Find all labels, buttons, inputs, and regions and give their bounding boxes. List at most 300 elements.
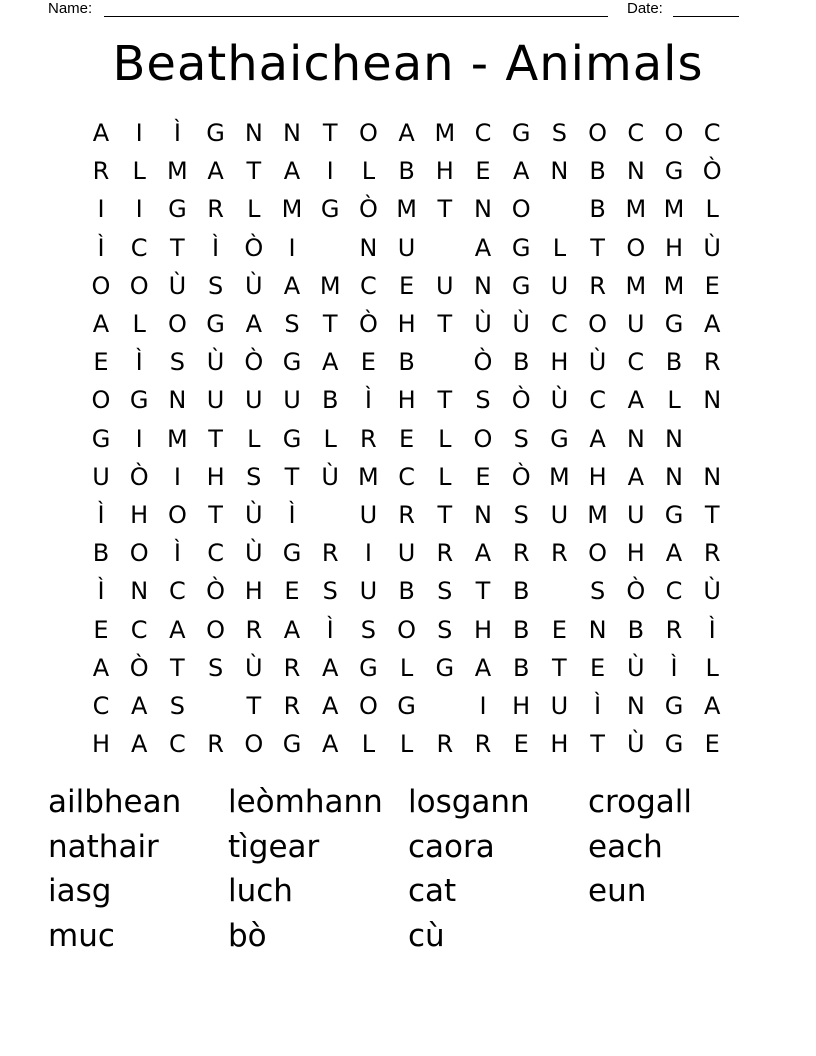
grid-cell[interactable]: U [397, 233, 416, 262]
grid-cell[interactable]: Ù [245, 539, 263, 568]
grid-cell[interactable]: U [627, 310, 645, 338]
grid-cell[interactable]: Ù [703, 577, 721, 606]
grid-cell[interactable]: Ì [212, 233, 220, 262]
grid-cell[interactable]: A [130, 692, 148, 720]
grid-cell[interactable]: S [169, 348, 185, 377]
grid-cell[interactable]: C [169, 577, 186, 606]
grid-cell[interactable]: Ì [288, 501, 296, 529]
grid-cell[interactable]: O [129, 539, 149, 568]
grid-cell[interactable]: Ù [206, 348, 225, 377]
grid-cell[interactable]: O [91, 386, 111, 415]
grid-cell[interactable]: T [170, 653, 185, 682]
grid-cell[interactable]: I [97, 195, 105, 224]
grid-cell[interactable]: G [359, 653, 378, 682]
grid-cell[interactable]: R [207, 195, 224, 224]
grid-cell[interactable]: Ù [550, 386, 569, 415]
grid-cell[interactable]: G [168, 195, 187, 224]
grid-cell[interactable]: A [283, 615, 301, 644]
grid-cell[interactable]: E [475, 157, 491, 186]
grid-cell[interactable]: L [361, 730, 376, 759]
grid-cell[interactable]: U [627, 501, 645, 529]
grid-cell[interactable]: N [665, 424, 683, 453]
grid-cell[interactable]: R [512, 539, 530, 568]
grid-cell[interactable]: O [206, 615, 226, 644]
grid-cell[interactable]: U [359, 577, 378, 606]
grid-cell[interactable]: Ù [703, 233, 721, 262]
grid-cell[interactable]: G [664, 310, 684, 338]
grid-cell[interactable]: E [475, 462, 491, 491]
grid-cell[interactable]: Ì [135, 348, 143, 377]
grid-cell[interactable]: O [91, 271, 111, 300]
grid-cell[interactable]: U [206, 386, 225, 415]
grid-cell[interactable]: N [359, 233, 378, 262]
grid-cell[interactable]: C [474, 119, 492, 147]
grid-cell[interactable]: R [321, 539, 339, 568]
grid-cell[interactable]: E [513, 730, 529, 759]
grid-cell[interactable]: U [550, 271, 569, 300]
grid-cell[interactable]: A [321, 730, 339, 759]
grid-cell[interactable]: Ò [511, 386, 531, 415]
grid-cell[interactable]: T [170, 233, 185, 262]
grid-cell[interactable]: H [206, 462, 225, 491]
grid-cell[interactable]: A [665, 539, 683, 568]
grid-cell[interactable] [197, 687, 235, 725]
grid-cell[interactable]: T [437, 501, 453, 529]
grid-cell[interactable]: M [358, 462, 379, 491]
grid-cell[interactable]: S [207, 271, 224, 300]
grid-cell[interactable]: T [246, 692, 262, 720]
grid-cell[interactable]: Ì [708, 615, 716, 644]
grid-cell[interactable]: G [664, 730, 684, 759]
grid-cell[interactable]: R [207, 730, 224, 759]
grid-cell[interactable]: G [397, 692, 416, 720]
grid-cell[interactable]: S [513, 424, 529, 453]
grid-cell[interactable]: Ì [173, 539, 181, 568]
grid-cell[interactable]: O [588, 539, 608, 568]
grid-cell[interactable]: R [360, 424, 377, 453]
word-list-item: crogall [588, 784, 692, 820]
grid-cell[interactable]: L [438, 462, 452, 491]
grid-cell[interactable]: S [437, 577, 453, 606]
grid-cell[interactable]: R [283, 653, 301, 682]
grid-cell[interactable]: Ò [626, 577, 646, 606]
grid-cell[interactable]: A [321, 348, 339, 377]
grid-cell[interactable]: I [288, 233, 296, 262]
grid-cell[interactable]: C [551, 310, 568, 338]
grid-cell[interactable]: T [437, 195, 453, 224]
grid-cell[interactable]: E [551, 615, 567, 644]
grid-cell[interactable]: M [281, 195, 303, 224]
grid-cell[interactable]: C [169, 730, 186, 759]
grid-cell[interactable]: U [283, 386, 301, 415]
grid-cell[interactable]: Ì [97, 501, 105, 529]
grid-cell[interactable]: B [627, 615, 645, 644]
grid-cell[interactable]: H [512, 692, 531, 720]
grid-cell[interactable]: H [473, 615, 493, 644]
grid-cell[interactable]: G [91, 424, 111, 453]
grid-cell[interactable]: L [323, 424, 337, 453]
grid-cell[interactable]: E [399, 271, 415, 300]
grid-cell[interactable]: T [284, 462, 300, 491]
grid-cell[interactable]: R [703, 348, 721, 377]
grid-cell[interactable]: C [627, 348, 645, 377]
grid-cell[interactable]: T [590, 730, 605, 759]
grid-cell[interactable]: E [704, 271, 720, 300]
grid-cell[interactable]: B [398, 348, 415, 377]
grid-cell[interactable]: B [512, 615, 530, 644]
grid-cell[interactable]: H [244, 577, 263, 606]
grid-cell[interactable]: O [167, 501, 187, 529]
grid-cell[interactable]: M [396, 195, 417, 224]
grid-cell[interactable]: A [703, 692, 721, 720]
grid-cell[interactable]: S [589, 577, 606, 606]
grid-cell[interactable]: B [321, 386, 339, 415]
grid-cell[interactable]: Ò [129, 653, 149, 682]
grid-cell[interactable]: G [664, 501, 684, 529]
grid-cell[interactable]: E [284, 577, 300, 606]
grid-cell[interactable]: L [552, 233, 567, 262]
grid-cell[interactable]: U [245, 386, 263, 415]
grid-cell[interactable]: N [244, 119, 263, 147]
grid-cell[interactable]: H [550, 730, 569, 759]
grid-cell[interactable]: A [92, 653, 110, 682]
grid-cell[interactable]: O [664, 119, 684, 147]
grid-cell[interactable]: R [398, 501, 415, 529]
grid-cell[interactable]: G [206, 310, 225, 338]
grid-cell[interactable]: H [397, 386, 416, 415]
grid-cell[interactable]: H [588, 462, 607, 491]
word-list [48, 780, 768, 980]
grid-cell[interactable]: R [92, 157, 110, 186]
grid-cell[interactable]: H [397, 310, 416, 338]
grid-cell[interactable]: B [589, 157, 606, 186]
grid-cell[interactable]: O [588, 119, 608, 147]
grid-row [82, 114, 732, 152]
grid-cell[interactable]: Ì [364, 386, 372, 415]
grid-cell[interactable]: C [207, 539, 224, 568]
grid-cell[interactable]: A [627, 386, 644, 415]
grid-cell[interactable]: A [130, 730, 148, 759]
grid-cell[interactable]: M [434, 119, 456, 147]
grid-cell[interactable]: A [627, 462, 644, 491]
grid-cell[interactable]: E [590, 653, 606, 682]
grid-cell[interactable]: C [130, 615, 148, 644]
grid-cell[interactable]: R [474, 730, 492, 759]
grid-cell[interactable]: H [435, 157, 454, 186]
grid-cell[interactable]: A [92, 119, 110, 147]
grid-cell[interactable]: S [360, 615, 376, 644]
grid-cell[interactable]: N [474, 271, 492, 300]
grid-cell[interactable]: S [551, 119, 567, 147]
grid-cell[interactable]: T [590, 233, 605, 262]
grid-cell[interactable]: N [703, 462, 722, 491]
grid-cell[interactable]: E [93, 348, 109, 377]
grid-cell[interactable]: U [397, 539, 416, 568]
grid-cell[interactable]: H [550, 348, 569, 377]
grid-cell[interactable]: N [283, 119, 301, 147]
grid-cell[interactable]: A [321, 692, 339, 720]
grid-cell[interactable]: M [587, 501, 608, 529]
grid-cell[interactable]: Ù [245, 653, 263, 682]
grid-cell[interactable]: S [475, 386, 491, 415]
grid-cell[interactable]: U [550, 692, 569, 720]
grid-cell[interactable]: G [511, 233, 531, 262]
grid-cell[interactable]: M [167, 424, 188, 453]
grid-cell[interactable]: M [167, 157, 188, 186]
grid-cell[interactable]: A [283, 271, 301, 300]
grid-cell[interactable]: Ù [588, 348, 607, 377]
grid-cell[interactable]: G [664, 692, 684, 720]
grid-cell[interactable]: E [360, 348, 376, 377]
grid-cell[interactable]: G [550, 424, 569, 453]
grid-cell[interactable]: G [320, 195, 340, 224]
grid-cell[interactable]: N [626, 424, 645, 453]
grid-cell[interactable]: B [398, 577, 415, 606]
grid-cell[interactable]: G [129, 386, 149, 415]
grid-cell[interactable]: O [244, 730, 264, 759]
grid-cell[interactable]: Ò [358, 310, 378, 338]
grid-cell[interactable]: T [322, 119, 338, 147]
grid-cell[interactable]: A [321, 653, 339, 682]
grid-cell[interactable]: A [474, 653, 492, 682]
grid-cell[interactable]: Ò [129, 462, 149, 491]
grid-cell[interactable]: Ù [245, 501, 263, 529]
grid-cell[interactable]: N [130, 577, 149, 606]
grid-cell[interactable]: L [399, 653, 414, 682]
grid-cell[interactable]: M [625, 195, 647, 224]
grid-cell[interactable]: E [704, 730, 720, 759]
grid-cell[interactable]: Ò [473, 348, 493, 377]
grid-cell[interactable]: U [92, 462, 110, 491]
grid-cell[interactable]: A [398, 119, 415, 147]
grid-cell[interactable]: Ò [206, 577, 226, 606]
grid-cell[interactable]: L [705, 195, 719, 224]
grid-cell[interactable]: G [664, 157, 684, 186]
grid-cell[interactable]: U [436, 271, 454, 300]
grid-cell[interactable] [540, 190, 578, 228]
grid-cell[interactable]: A [703, 310, 721, 338]
grid-cell[interactable]: M [319, 271, 341, 300]
grid-cell[interactable]: T [208, 501, 223, 529]
grid-cell[interactable] [693, 420, 731, 458]
grid-cell[interactable]: E [93, 615, 109, 644]
grid-cell[interactable]: H [91, 730, 111, 759]
grid-cell[interactable]: Ò [702, 157, 722, 186]
grid-cell[interactable]: A [589, 424, 606, 453]
grid-cell[interactable]: T [322, 310, 338, 338]
grid-cell[interactable]: Ù [245, 271, 263, 300]
grid-cell[interactable]: M [625, 271, 647, 300]
grid-cell[interactable] [426, 343, 464, 381]
grid-cell[interactable]: Ò [244, 233, 264, 262]
grid-row [82, 381, 732, 419]
grid-cell[interactable]: N [626, 692, 645, 720]
grid-cell[interactable]: U [550, 501, 569, 529]
grid-row [82, 343, 732, 381]
grid-cell[interactable]: O [511, 195, 531, 224]
grid-cell[interactable]: S [169, 692, 185, 720]
grid-cell[interactable]: Ù [627, 730, 645, 759]
grid-cell[interactable]: I [326, 157, 334, 186]
grid-cell[interactable]: R [283, 692, 301, 720]
grid-cell[interactable]: Ì [326, 615, 334, 644]
grid-cell[interactable]: B [512, 653, 530, 682]
grid-cell[interactable]: O [626, 233, 646, 262]
grid-cell[interactable]: N [474, 195, 492, 224]
grid-cell[interactable]: N [168, 386, 187, 415]
grid-cell[interactable]: I [135, 195, 143, 224]
grid-cell[interactable]: R [551, 539, 568, 568]
grid-cell[interactable]: M [663, 271, 685, 300]
grid-cell[interactable]: G [282, 539, 302, 568]
grid-cell[interactable]: B [398, 157, 415, 186]
grid-cell[interactable]: R [665, 615, 683, 644]
grid-cell[interactable]: I [173, 462, 181, 491]
grid-cell[interactable] [311, 496, 349, 534]
grid-cell[interactable]: A [474, 233, 492, 262]
grid-cell[interactable]: Ù [168, 271, 187, 300]
grid-cell[interactable]: G [282, 424, 302, 453]
grid-cell[interactable]: O [397, 615, 417, 644]
grid-cell[interactable]: U [359, 501, 378, 529]
grid-cell[interactable]: A [169, 615, 186, 644]
grid-cell[interactable]: H [130, 501, 149, 529]
grid-cell[interactable]: M [549, 462, 570, 491]
grid-cell[interactable]: O [129, 271, 149, 300]
grid-cell[interactable]: G [511, 271, 531, 300]
grid-cell[interactable]: G [282, 348, 302, 377]
date-line[interactable] [673, 16, 739, 17]
grid-cell[interactable]: O [473, 424, 493, 453]
grid-cell[interactable] [540, 572, 578, 610]
grid-cell[interactable]: I [479, 692, 487, 720]
grid-cell[interactable]: L [438, 424, 452, 453]
grid-cell[interactable]: A [207, 157, 224, 186]
grid-cell[interactable]: S [513, 501, 529, 529]
grid-cell[interactable]: O [358, 692, 378, 720]
grid-cell[interactable]: Ì [97, 233, 105, 262]
grid-cell[interactable]: G [435, 653, 455, 682]
grid-cell[interactable]: C [398, 462, 415, 491]
grid-cell[interactable]: M [663, 195, 685, 224]
grid-cell[interactable]: S [437, 615, 453, 644]
grid-cell[interactable]: H [626, 539, 645, 568]
grid-cell[interactable]: H [664, 233, 684, 262]
grid-cell[interactable]: L [705, 653, 719, 682]
grid-cell[interactable]: A [245, 310, 262, 338]
grid-cell[interactable]: L [132, 310, 146, 338]
grid-cell[interactable]: N [550, 157, 569, 186]
grid-cell[interactable]: C [589, 386, 606, 415]
grid-cell[interactable]: N [474, 501, 492, 529]
grid-cell[interactable]: I [135, 424, 143, 453]
grid-cell[interactable]: A [283, 157, 301, 186]
grid-cell[interactable]: T [437, 386, 453, 415]
grid-cell[interactable]: Ì [173, 119, 181, 147]
grid-cell[interactable]: Ì [670, 653, 678, 682]
grid-cell[interactable]: T [475, 577, 491, 606]
grid-cell[interactable]: C [360, 271, 377, 300]
grid-cell[interactable]: L [247, 195, 261, 224]
grid-cell[interactable]: L [132, 157, 146, 186]
grid-cell[interactable]: Ù [474, 310, 492, 338]
grid-cell[interactable]: T [246, 157, 262, 186]
grid-cell[interactable]: C [92, 692, 110, 720]
grid-cell[interactable]: G [206, 119, 225, 147]
grid-cell[interactable]: S [207, 653, 224, 682]
grid-cell[interactable]: O [588, 310, 608, 338]
word-list-item: eun [588, 873, 647, 909]
grid-cell[interactable]: S [246, 462, 262, 491]
grid-cell[interactable]: L [361, 157, 376, 186]
grid-cell[interactable]: E [399, 424, 415, 453]
grid-cell[interactable]: A [474, 539, 492, 568]
grid-cell[interactable]: R [436, 730, 454, 759]
grid-row [82, 496, 732, 534]
grid-cell[interactable]: S [284, 310, 300, 338]
grid-cell[interactable]: N [665, 462, 683, 491]
grid-cell[interactable]: R [703, 539, 721, 568]
grid-cell[interactable]: B [512, 577, 530, 606]
grid-cell[interactable]: R [245, 615, 263, 644]
grid-cell[interactable]: S [322, 577, 338, 606]
grid-cell[interactable]: T [437, 310, 453, 338]
grid-cell[interactable]: R [589, 271, 606, 300]
grid-cell[interactable]: B [665, 348, 683, 377]
grid-cell[interactable]: Ì [594, 692, 602, 720]
grid-cell[interactable]: Ù [321, 462, 339, 491]
grid-cell[interactable]: Ì [97, 577, 105, 606]
grid-cell[interactable]: L [399, 730, 414, 759]
grid-cell[interactable]: L [247, 424, 261, 453]
word-list-item: losgann [408, 784, 530, 820]
grid-cell[interactable]: L [667, 386, 681, 415]
grid-cell[interactable] [311, 229, 349, 267]
grid-cell[interactable]: Ò [511, 462, 531, 491]
grid-cell[interactable]: Ù [512, 310, 530, 338]
grid-cell[interactable]: N [703, 386, 722, 415]
grid-cell[interactable]: Ù [627, 653, 645, 682]
grid-cell[interactable]: I [135, 119, 143, 147]
grid-cell[interactable]: C [665, 577, 683, 606]
grid-cell[interactable]: R [436, 539, 454, 568]
grid-cell[interactable]: T [552, 653, 567, 682]
grid-cell[interactable]: N [626, 157, 645, 186]
grid-cell[interactable]: N [588, 615, 607, 644]
grid-cell[interactable]: G [511, 119, 531, 147]
grid-cell[interactable] [426, 229, 464, 267]
grid-cell[interactable]: I [364, 539, 372, 568]
name-line[interactable] [104, 16, 608, 17]
grid-cell[interactable]: G [282, 730, 302, 759]
grid-cell[interactable]: C [703, 119, 721, 147]
grid-cell[interactable]: C [130, 233, 148, 262]
grid-cell[interactable]: O [358, 119, 378, 147]
grid-cell[interactable]: B [589, 195, 606, 224]
grid-cell[interactable]: B [92, 539, 110, 568]
grid-cell[interactable] [426, 687, 464, 725]
grid-cell[interactable]: A [92, 310, 110, 338]
grid-cell[interactable]: Ò [244, 348, 264, 377]
grid-cell[interactable]: Ò [358, 195, 378, 224]
grid-cell[interactable]: O [167, 310, 187, 338]
grid-cell[interactable]: B [512, 348, 530, 377]
grid-cell[interactable]: C [627, 119, 645, 147]
grid-cell[interactable]: A [512, 157, 530, 186]
header [0, 0, 816, 20]
grid-cell[interactable]: T [704, 501, 720, 529]
grid-cell[interactable]: T [208, 424, 223, 453]
